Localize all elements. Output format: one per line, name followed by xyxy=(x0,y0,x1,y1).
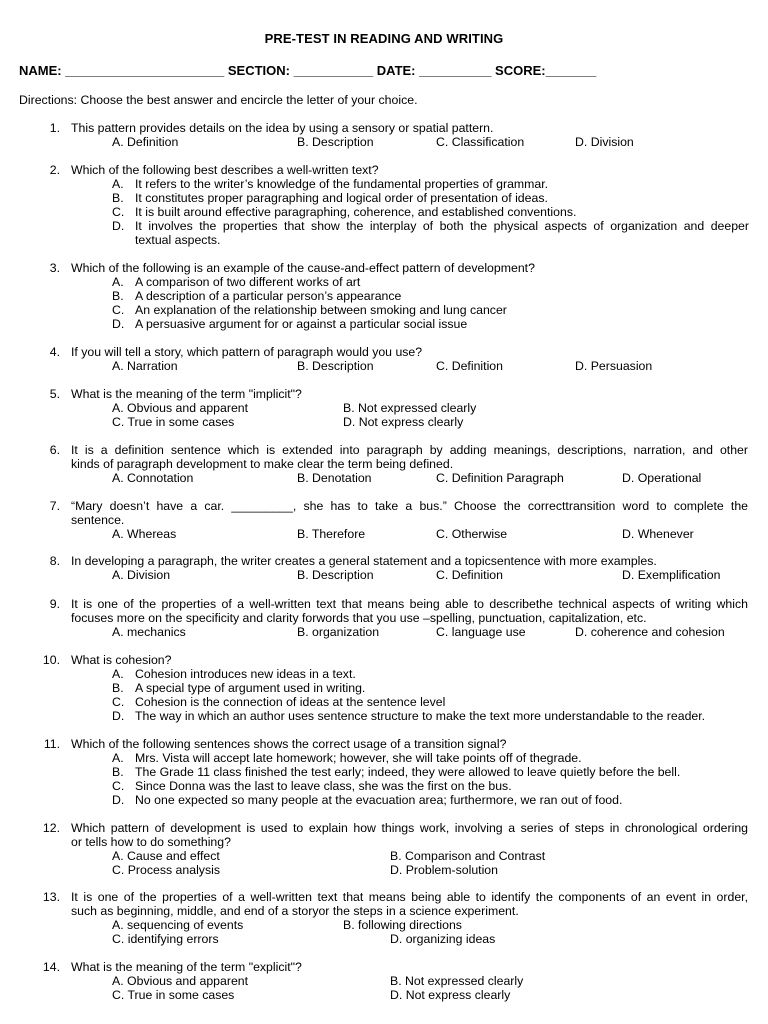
answer-option: D. Not express clearly xyxy=(390,988,511,1002)
answer-option-text: It constitutes proper paragraphing and logical order of presentation of ideas. xyxy=(135,191,548,205)
answer-option-letter: A. xyxy=(112,177,124,191)
answer-option: B. organization xyxy=(297,625,380,639)
answer-option: D. coherence and cohesion xyxy=(575,625,725,639)
question-stem: Which of the following sentences shows the correct usage of a transition signal? xyxy=(71,737,507,751)
answer-option: D. Operational xyxy=(622,471,702,485)
answer-option: D. organizing ideas xyxy=(390,932,496,946)
answer-option: B. Not expressed clearly xyxy=(390,974,524,988)
answer-option: C. Definition Paragraph xyxy=(436,471,564,485)
question-number: 13. xyxy=(42,890,60,904)
answer-option: D. Exemplification xyxy=(622,568,721,582)
answer-option: C. True in some cases xyxy=(112,415,235,429)
question-stem: If you will tell a story, which pattern of paragraph would you use? xyxy=(71,345,423,359)
answer-option: D. Persuasion xyxy=(575,359,653,373)
question-stem: Which of the following best describes a well-written text? xyxy=(71,163,379,177)
answer-option: D. Whenever xyxy=(622,527,694,541)
answer-option: C. Definition xyxy=(436,359,503,373)
answer-option-text: The Grade 11 class finished the test early; indeed, they were allowed to leave quietly before the bell. xyxy=(135,765,681,779)
question-stem: This pattern provides details on the idea by using a sensory or spatial pattern. xyxy=(71,121,494,135)
answer-option: D. Problem-solution xyxy=(390,863,498,877)
question-stem: or tells how to do something? xyxy=(71,835,231,849)
question-number: 10. xyxy=(42,653,60,667)
answer-option-text: It is built around effective paragraphing, coherence, and established conventions. xyxy=(135,205,577,219)
answer-option-letter: C. xyxy=(112,205,125,219)
question-stem: kinds of paragraph development to make clear the term being defined. xyxy=(71,457,454,471)
question-number: 2. xyxy=(49,163,60,177)
answer-option-letter: D. xyxy=(112,219,125,233)
answer-option-letter: A. xyxy=(112,667,124,681)
answer-option: C. Classification xyxy=(436,135,525,149)
student-info-line: NAME: ______________________ SECTION: ___________ DATE: __________ SCORE:_______ xyxy=(19,63,597,78)
answer-option: A. Obvious and apparent xyxy=(112,974,249,988)
answer-option: D. Not express clearly xyxy=(343,415,464,429)
answer-option: C. language use xyxy=(436,625,526,639)
answer-option-text: It refers to the writer’s knowledge of the fundamental properties of grammar. xyxy=(135,177,549,191)
answer-option-text: A persuasive argument for or against a particular social issue xyxy=(135,317,468,331)
answer-option: B. following directions xyxy=(343,918,462,932)
question-stem: such as beginning, middle, and end of a storyor the steps in a science experiment. xyxy=(71,904,519,918)
answer-option: A. Cause and effect xyxy=(112,849,220,863)
answer-option-letter: B. xyxy=(112,765,124,779)
question-stem: What is cohesion? xyxy=(71,653,172,667)
question-number: 4. xyxy=(49,345,60,359)
answer-option-letter: B. xyxy=(112,191,124,205)
answer-option: A. mechanics xyxy=(112,625,186,639)
question-stem: It is a definition sentence which is extended into paragraph by adding meanings, descriptions, narration, and other xyxy=(71,443,748,457)
answer-option-letter: C. xyxy=(112,779,125,793)
answer-option: A. Obvious and apparent xyxy=(112,401,249,415)
answer-option-text: A comparison of two different works of art xyxy=(135,275,361,289)
answer-option-letter: C. xyxy=(112,303,125,317)
answer-option-text: It involves the properties that show the interplay of both the physical aspects of organization and deeper xyxy=(135,219,749,233)
answer-option: B. Not expressed clearly xyxy=(343,401,477,415)
answer-option-text: Mrs. Vista will accept late homework; however, she will take points off of thegrade. xyxy=(135,751,582,765)
question-number: 1. xyxy=(49,121,60,135)
answer-option-text: A description of a particular person’s appearance xyxy=(135,289,402,303)
answer-option: B. Denotation xyxy=(297,471,372,485)
question-number: 6. xyxy=(49,443,60,457)
question-number: 5. xyxy=(49,387,60,401)
answer-option: A. Whereas xyxy=(112,527,177,541)
page-title: PRE-TEST IN READING AND WRITING xyxy=(264,31,504,46)
answer-option: A. Narration xyxy=(112,359,178,373)
question-number: 9. xyxy=(49,597,60,611)
question-stem: What is the meaning of the term "explicit"? xyxy=(71,960,302,974)
answer-option: C. identifying errors xyxy=(112,932,219,946)
question-stem: It is one of the properties of a well-written text that means being able to describethe technical aspects of writing which xyxy=(71,597,748,611)
answer-option: C. Definition xyxy=(436,568,503,582)
directions-text: Directions: Choose the best answer and encircle the letter of your choice. xyxy=(19,93,418,107)
answer-option: B. Therefore xyxy=(297,527,366,541)
answer-option-text: An explanation of the relationship between smoking and lung cancer xyxy=(135,303,507,317)
answer-option: B. Comparison and Contrast xyxy=(390,849,546,863)
question-number: 12. xyxy=(42,821,60,835)
question-number: 3. xyxy=(49,261,60,275)
question-number: 8. xyxy=(49,554,60,568)
question-stem: It is one of the properties of a well-written text that means being able to identify the components of an event in order, xyxy=(71,890,748,904)
question-number: 11. xyxy=(43,737,60,751)
answer-option: B. Description xyxy=(297,568,374,582)
answer-option-letter: B. xyxy=(112,289,124,303)
answer-option-text: No one expected so many people at the evacuation area; furthermore, we ran out of food. xyxy=(135,793,623,807)
answer-option-text: Cohesion introduces new ideas in a text. xyxy=(135,667,356,681)
answer-option-text: Cohesion is the connection of ideas at the sentence level xyxy=(135,695,446,709)
question-number: 14. xyxy=(42,960,60,974)
answer-option: B. Description xyxy=(297,359,374,373)
answer-option: A. Definition xyxy=(112,135,179,149)
answer-option: C. True in some cases xyxy=(112,988,235,1002)
answer-option-text-continued: textual aspects. xyxy=(135,233,221,247)
question-number: 7. xyxy=(49,499,60,513)
question-stem: Which pattern of development is used to explain how things work, involving a series of steps in chronological ordering xyxy=(71,821,748,835)
question-stem: focuses more on the specificity and clarity forwords that you use –spelling, punctuation, capitalization, etc. xyxy=(71,611,647,625)
answer-option-letter: A. xyxy=(112,275,124,289)
answer-option-text: Since Donna was the last to leave class, she was the first on the bus. xyxy=(135,779,512,793)
answer-option-letter: A. xyxy=(112,751,124,765)
answer-option: A. Connotation xyxy=(112,471,194,485)
answer-option: B. Description xyxy=(297,135,374,149)
answer-option-text: The way in which an author uses sentence structure to make the text more understandable to the reader. xyxy=(135,709,706,723)
answer-option-letter: D. xyxy=(112,317,125,331)
question-stem: What is the meaning of the term "implicit"? xyxy=(71,387,302,401)
answer-option-letter: D. xyxy=(112,793,125,807)
answer-option: D. Division xyxy=(575,135,634,149)
answer-option-letter: B. xyxy=(112,681,124,695)
answer-option: A. sequencing of events xyxy=(112,918,244,932)
question-stem: sentence. xyxy=(71,513,125,527)
question-stem: Which of the following is an example of the cause-and-effect pattern of development? xyxy=(71,261,535,275)
answer-option: C. Otherwise xyxy=(436,527,508,541)
answer-option-letter: D. xyxy=(112,709,125,723)
question-stem: In developing a paragraph, the writer creates a general statement and a topicsentence with more examples. xyxy=(71,554,657,568)
answer-option-letter: C. xyxy=(112,695,125,709)
answer-option: C. Process analysis xyxy=(112,863,220,877)
answer-option-text: A special type of argument used in writing. xyxy=(135,681,366,695)
question-stem: “Mary doesn’t have a car. _________, she has to take a bus.” Choose the correcttransition word to complete the xyxy=(71,499,748,513)
answer-option: A. Division xyxy=(112,568,171,582)
